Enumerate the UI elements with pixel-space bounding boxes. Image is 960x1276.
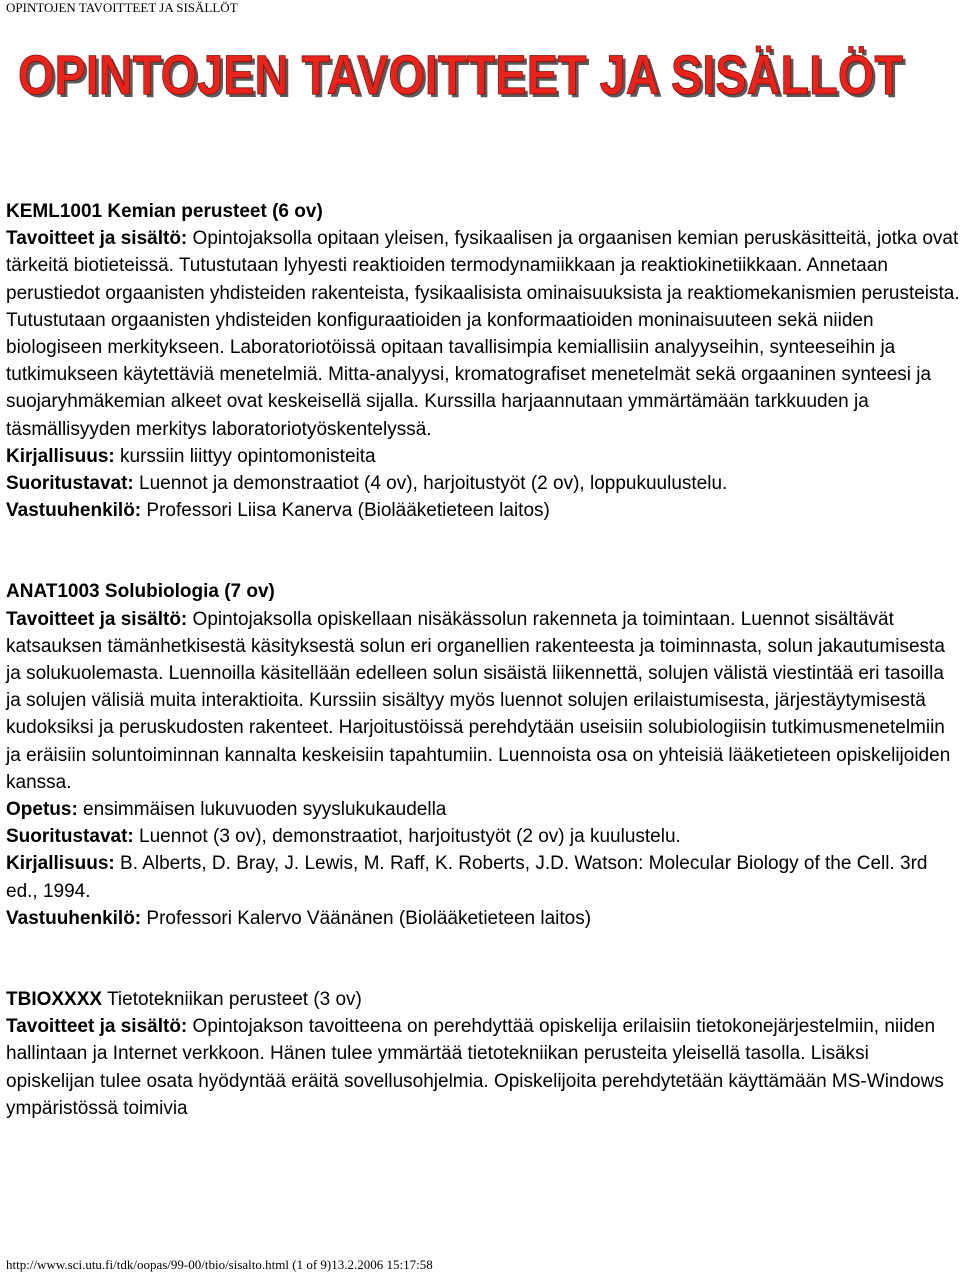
field-text: B. Alberts, D. Bray, J. Lewis, M. Raff, K. Roberts, J.D. Watson: Molecular Biology of the Cell. 3rd ed., 1994.: [6, 853, 928, 902]
course-title: Solubiologia (7 ov): [104, 581, 275, 603]
print-footer-url: http://www.sci.utu.fi/tdk/oopas/99-00/tbio/sisalto.html (1 of 9)13.2.2006 15:17:58: [6, 1257, 433, 1272]
course-field: [6, 443, 960, 470]
course-code: TBIOXXXX: [6, 989, 103, 1011]
field-text: Opintojaksolla opiskellaan nisäkässolun rakenneta ja toimintaan. Luennot sisältävät katsauksen tämänhetkisestä käsityksestä solun eri organellien rakenteesta ja toiminnasta, solun jakautumisesta ja solukuolemasta. Luennoilla käsitellään edelleen solun sisäistä liikennettä, solujen välistä viestintää eri tasoilla ja solujen välisiä muita interaktioita. Kurssiin sisältyy myös luennot solujen erilaistumisesta, järjestäytymisestä kudoksiksi ja peruskudosten rakenteet. Harjoitustöissä perehdytään useisiin solubiologiisin tutkimusmenetelmiin ja eräisiin soluntoiminnan kannalta keskeisiin tapahtumiin. Luennoista osa on yhteisiä lääketieteen opiskelijoiden kanssa.: [6, 608, 951, 793]
course-heading: [6, 198, 960, 225]
field-label: Vastuuhenkilö:: [6, 907, 142, 929]
field-label: Opetus:: [6, 799, 78, 821]
banner-title-shadow: OPINTOJEN TAVOITTEET JA SISÄLLÖT: [21, 46, 906, 108]
field-label: Tavoitteet ja sisältö:: [6, 608, 188, 630]
course-field: [6, 905, 960, 932]
print-header-title: OPINTOJEN TAVOITTEET JA SISÄLLÖT: [6, 0, 238, 15]
course-field: [6, 1013, 960, 1122]
course-code: KEML1001: [6, 201, 103, 222]
field-label: Tavoitteet ja sisältö:: [6, 228, 188, 250]
course-field: [6, 497, 960, 524]
course-title: Tietotekniikan perusteet (3 ov): [107, 989, 362, 1011]
field-label: Suoritustavat:: [6, 473, 134, 495]
field-label: Tavoitteet ja sisältö:: [6, 1016, 188, 1038]
course-field: [6, 606, 960, 796]
course-entry: [6, 198, 960, 524]
field-text: Professori Kalervo Väänänen (Biolääketieteen laitos): [141, 907, 592, 929]
field-text: Opintojakson tavoitteena on perehdyttää opiskelija erilaisiin tietokonejärjestelmiin, niiden hallintaan ja Internet verkkoon. Hänen tulee ymmärtää tietotekniikan perusteita yleisellä tasolla. Lisäksi opiskelijan tulee osata hyödyntää eräitä sovellusohjelmia. Opiskelijoita perehdytetään käyttämään MS-Windows ympäristössä toimivia: [6, 1016, 944, 1119]
field-text: Opintojaksolla opitaan yleisen, fysikaalisen ja orgaanisen kemian peruskäsitteitä, jotka ovat tärkeitä biotieteissä. Tutustutaan lyhyesti reaktioiden termodynamiikkaan ja reaktiokinetiikkaan. Annetaan perustiedot orgaanisten yhdisteiden rakenteista, fysikaalisista ominaisuuksista ja reaktiomekanismien perusteista. Tutustutaan orgaanisten yhdisteiden konfiguraatioiden ja konformaatioiden moninaisuuteen sekä niiden biologiseen merkitykseen. Laboratoriotöissä opitaan tavallisimpia kemiallisiin analyyseihin, synteeseihin ja tutkimukseen käytettäviä menetelmiä. Mitta-analyysi, kromatografiset menetelmät sekä orgaaninen synteesi ja suojaryhmäkemian alkeet ovat keskeisellä sijalla. Kurssilla harjaannutaan ymmärtämään tarkkuuden ja täsmällisyyden merkitys laboratoriotyöskentelyssä.: [6, 228, 960, 440]
field-text: Luennot ja demonstraatiot (4 ov), harjoitustyöt (2 ov), loppukuulustelu.: [133, 473, 728, 495]
banner-graphic: [16, 44, 916, 108]
course-entry: [6, 578, 960, 932]
field-text: ensimmäisen lukuvuoden syyslukukaudella: [77, 799, 447, 821]
field-label: Vastuuhenkilö:: [6, 500, 142, 522]
course-field: [6, 225, 960, 443]
course-title: Kemian perusteet (6 ov): [107, 201, 323, 222]
course-heading: [6, 986, 960, 1013]
field-label: Kirjallisuus:: [6, 445, 115, 467]
course-field: [6, 796, 960, 823]
course-code: ANAT1003: [6, 581, 100, 603]
banner-title: OPINTOJEN TAVOITTEET JA SISÄLLÖT: [18, 44, 903, 106]
course-entry: [6, 986, 960, 1122]
field-label: Suoritustavat:: [6, 826, 134, 848]
field-text: Luennot (3 ov), demonstraatiot, harjoitustyöt (2 ov) ja kuulustelu.: [133, 826, 681, 848]
page-banner: [16, 44, 916, 108]
course-field: [6, 470, 960, 497]
course-heading: [6, 578, 960, 605]
course-field: [6, 823, 960, 850]
course-field: [6, 850, 960, 904]
course-list: [6, 198, 960, 1122]
field-label: Kirjallisuus:: [6, 853, 115, 875]
field-text: Professori Liisa Kanerva (Biolääketieteen laitos): [141, 500, 550, 522]
field-text: kurssiin liittyy opintomonisteita: [114, 445, 376, 467]
